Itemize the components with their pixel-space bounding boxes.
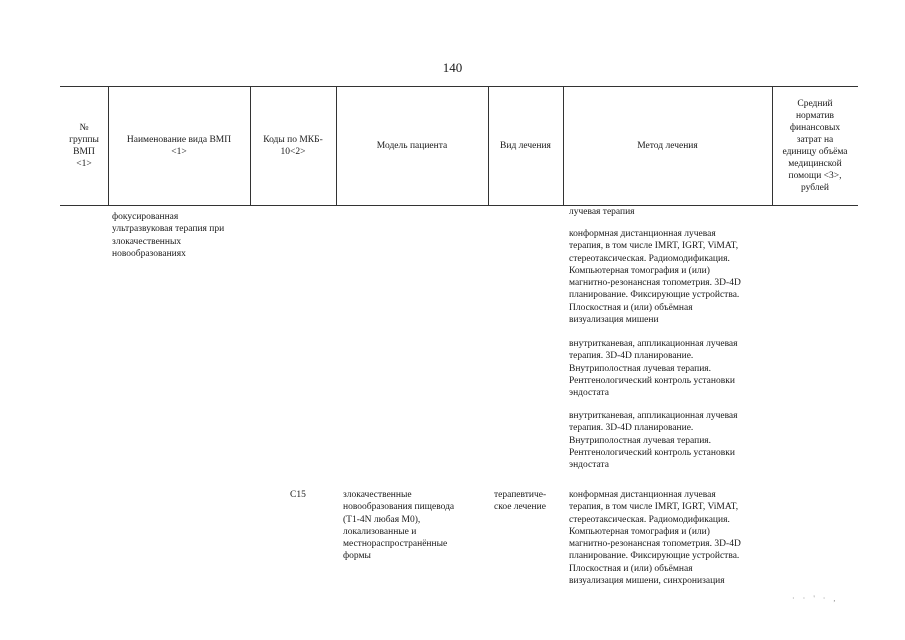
header-icd-codes-text: Коды по МКБ- 10<2> xyxy=(263,134,323,157)
row2-icd-code: C15 xyxy=(290,490,306,500)
header-treatment-type-text: Вид лечения xyxy=(500,140,551,151)
header-treatment-type xyxy=(488,86,563,205)
header-patient-model xyxy=(336,86,488,205)
row1-method-1: лучевая терапия xyxy=(569,207,635,217)
row2-treatment-method: конформная дистанционная лучевая терапия, в том числе IMRT, IGRT, ViMAT, стереотаксическая. Радиомодификация. Компьютерная томография и (или) магнитно-резонансная топометрия. 3D-4D планирование. Фиксирующие устройства. Плоскостная и (или) объёмная визуализация мишени, синхронизация xyxy=(569,490,741,587)
header-group-number-text: № группы ВМП <1> xyxy=(69,122,99,169)
header-vmp-name-text: Наименование вида ВМП <1> xyxy=(126,134,232,157)
header-treatment-method xyxy=(563,86,772,205)
row1-method-2: конформная дистанционная лучевая терапия, в том числе IMRT, IGRT, ViMAT, стереотаксическая. Радиомодификация. Компьютерная томография и (или) магнитно-резонансная топометрия. 3D-4D планирование. Фиксирующие устройства. Плоскостная и (или) объёмная визуализация мишени xyxy=(569,229,741,326)
row1-method-4: внутритканевая, аппликационная лучевая терапия. 3D-4D планирование. Внутриполостная лучевая терапия. Рентгенологический контроль установки эндостата xyxy=(569,411,738,471)
scan-specks: · · ' · , xyxy=(792,594,839,603)
header-treatment-method-text: Метод лечения xyxy=(637,140,698,151)
header-patient-model-text: Модель пациента xyxy=(376,140,448,151)
header-cost-norm-text: Средний норматив финансовых затрат на единицу объёма медицинской помощи <3>, рублей xyxy=(782,98,848,193)
row2-patient-model: злокачественные новообразования пищевода (T1-4N любая M0), локализованные и местнораспространённые формы xyxy=(343,490,455,562)
header-group-number xyxy=(60,86,108,205)
header-icd-codes xyxy=(250,86,336,205)
header-vmp-name xyxy=(108,86,250,205)
page-number: 140 xyxy=(442,60,463,75)
row1-vmp-name: фокусированная ультразвуковая терапия при злокачественных новообразованиях xyxy=(112,212,225,259)
header-cost-norm xyxy=(772,86,858,205)
row1-method-3: внутритканевая, аппликационная лучевая терапия. 3D-4D планирование. Внутриполостная лучевая терапия. Рентгенологический контроль установки эндостата xyxy=(569,339,738,399)
row2-treatment-type: терапевтиче- ское лечение xyxy=(494,490,547,513)
